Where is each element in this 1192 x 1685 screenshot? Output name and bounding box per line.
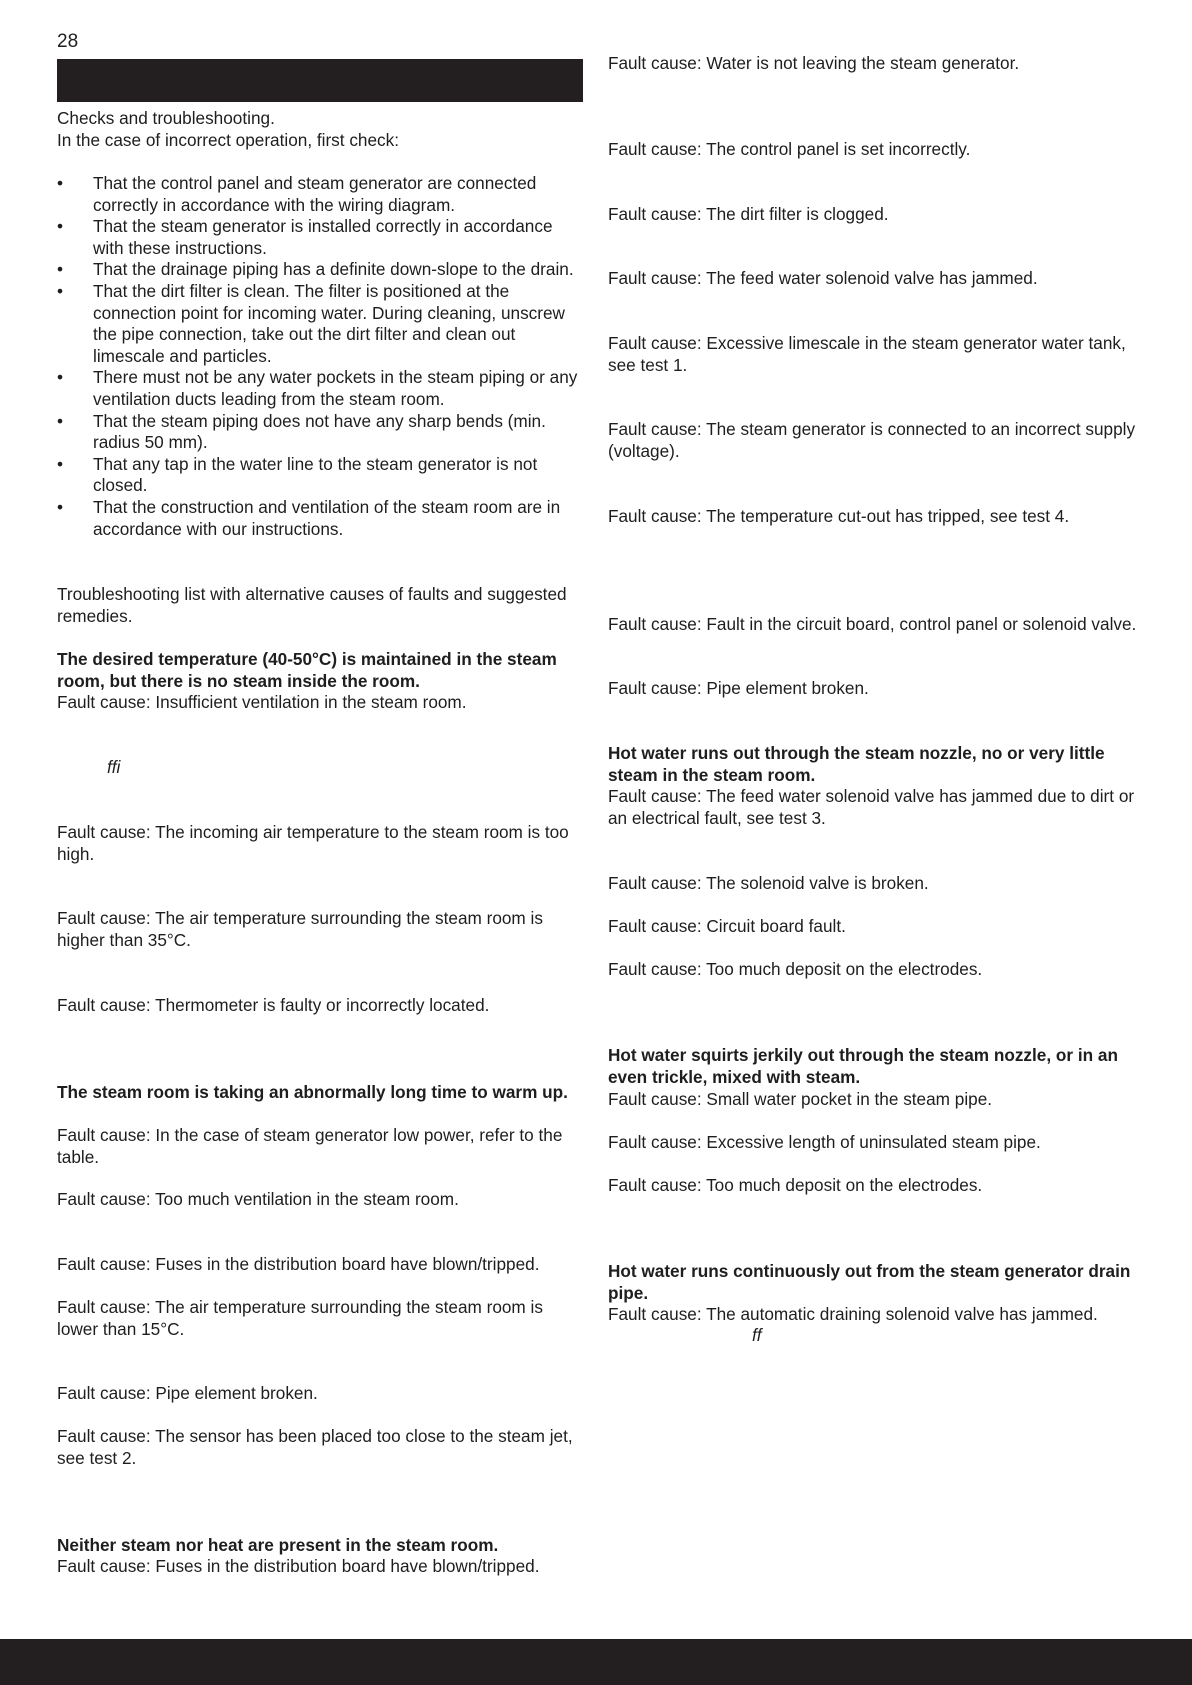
fault-cause: Fault cause: Thermometer is faulty or incorrectly located.: [57, 995, 490, 1015]
fault-cause: Fault cause: The incoming air temperature to the steam room is too high.: [57, 822, 569, 864]
fault-cause: Fault cause: Pipe element broken.: [57, 1383, 318, 1403]
fault-cause: Fault cause: The feed water solenoid valve has jammed.: [608, 268, 1038, 288]
fault-heading: Hot water squirts jerkily out through the steam nozzle, or in an even trickle, mixed with steam.: [608, 1045, 1118, 1087]
checklist-item: • There must not be any water pockets in the steam piping or any ventilation ducts leading from the steam room.: [57, 367, 587, 410]
fault-cause: Fault cause: Insufficient ventilation in the steam room.: [57, 692, 467, 712]
ligature-glyph: ff: [752, 1325, 762, 1345]
ligature-glyph: ffi: [107, 757, 121, 777]
fault-cause: Fault cause: Small water pocket in the steam pipe.: [608, 1089, 993, 1109]
fault-heading: Neither steam nor heat are present in the steam room.: [57, 1535, 499, 1555]
page-number: 28: [57, 31, 79, 52]
header-bar: [57, 59, 583, 102]
checklist-item: • That the dirt filter is clean. The filter is positioned at the connection point for incoming water. During cleaning, unscrew the pipe connection, take out the dirt filter and clean out limescale and particles.: [57, 281, 587, 367]
checklist-item: • That the control panel and steam generator are connected correctly in accordance with the wiring diagram.: [57, 173, 587, 216]
fault-cause: Fault cause: The control panel is set incorrectly.: [608, 139, 971, 159]
fault-heading: Hot water runs continuously out from the steam generator drain pipe.: [608, 1261, 1131, 1303]
fault-heading: Hot water runs out through the steam nozzle, no or very little steam in the steam room.: [608, 743, 1105, 785]
checklist: [57, 173, 587, 540]
fault-cause: Fault cause: Too much deposit on the electrodes.: [608, 1175, 983, 1195]
fault-cause: Fault cause: Too much deposit on the electrodes.: [608, 959, 983, 979]
footer-bar: [0, 1639, 1192, 1685]
troubleshoot-intro: Troubleshooting list with alternative causes of faults and suggested remedies.: [57, 584, 567, 626]
checklist-item: • That the steam generator is installed correctly in accordance with these instructions.: [57, 216, 587, 259]
checklist-item: • That the construction and ventilation of the steam room are in accordance with our instructions.: [57, 497, 587, 540]
intro-title: Checks and troubleshooting.: [57, 108, 275, 128]
fault-cause: Fault cause: Fuses in the distribution board have blown/tripped.: [57, 1556, 540, 1576]
fault-cause: Fault cause: Pipe element broken.: [608, 678, 869, 698]
fault-cause: Fault cause: Excessive length of uninsulated steam pipe.: [608, 1132, 1041, 1152]
checklist-item: • That the steam piping does not have any sharp bends (min. radius 50 mm).: [57, 411, 587, 454]
fault-heading: The steam room is taking an abnormally long time to warm up.: [57, 1082, 568, 1102]
fault-cause: Fault cause: In the case of steam generator low power, refer to the table.: [57, 1125, 563, 1167]
intro-subtitle: In the case of incorrect operation, first check:: [57, 130, 400, 150]
fault-cause: Fault cause: Fuses in the distribution board have blown/tripped.: [57, 1254, 540, 1274]
fault-cause: Fault cause: Circuit board fault.: [608, 916, 846, 936]
fault-cause: Fault cause: The sensor has been placed too close to the steam jet, see test 2.: [57, 1426, 573, 1468]
fault-cause: Fault cause: Water is not leaving the steam generator.: [608, 53, 1020, 73]
fault-cause: Fault cause: The solenoid valve is broken.: [608, 873, 929, 893]
fault-cause: Fault cause: The temperature cut-out has tripped, see test 4.: [608, 506, 1070, 526]
fault-cause: Fault cause: Too much ventilation in the steam room.: [57, 1189, 459, 1209]
fault-cause: Fault cause: The automatic draining solenoid valve has jammed.: [608, 1304, 1098, 1324]
fault-cause: Fault cause: The steam generator is connected to an incorrect supply (voltage).: [608, 419, 1136, 461]
checklist-item: • That the drainage piping has a definite down-slope to the drain.: [57, 259, 587, 281]
checklist-item: • That any tap in the water line to the steam generator is not closed.: [57, 454, 587, 497]
fault-cause: Fault cause: The air temperature surrounding the steam room is higher than 35°C.: [57, 908, 543, 950]
fault-cause: Fault cause: The dirt filter is clogged.: [608, 204, 889, 224]
fault-heading: The desired temperature (40-50°C) is maintained in the steam room, but there is no steam inside the room.: [57, 649, 557, 691]
fault-cause: Fault cause: The air temperature surrounding the steam room is lower than 15°C.: [57, 1297, 543, 1339]
fault-cause: Fault cause: Fault in the circuit board, control panel or solenoid valve.: [608, 614, 1137, 634]
fault-cause: Fault cause: Excessive limescale in the steam generator water tank, see test 1.: [608, 333, 1126, 375]
fault-cause: Fault cause: The feed water solenoid valve has jammed due to dirt or an electrical fault, see test 3.: [608, 786, 1135, 828]
